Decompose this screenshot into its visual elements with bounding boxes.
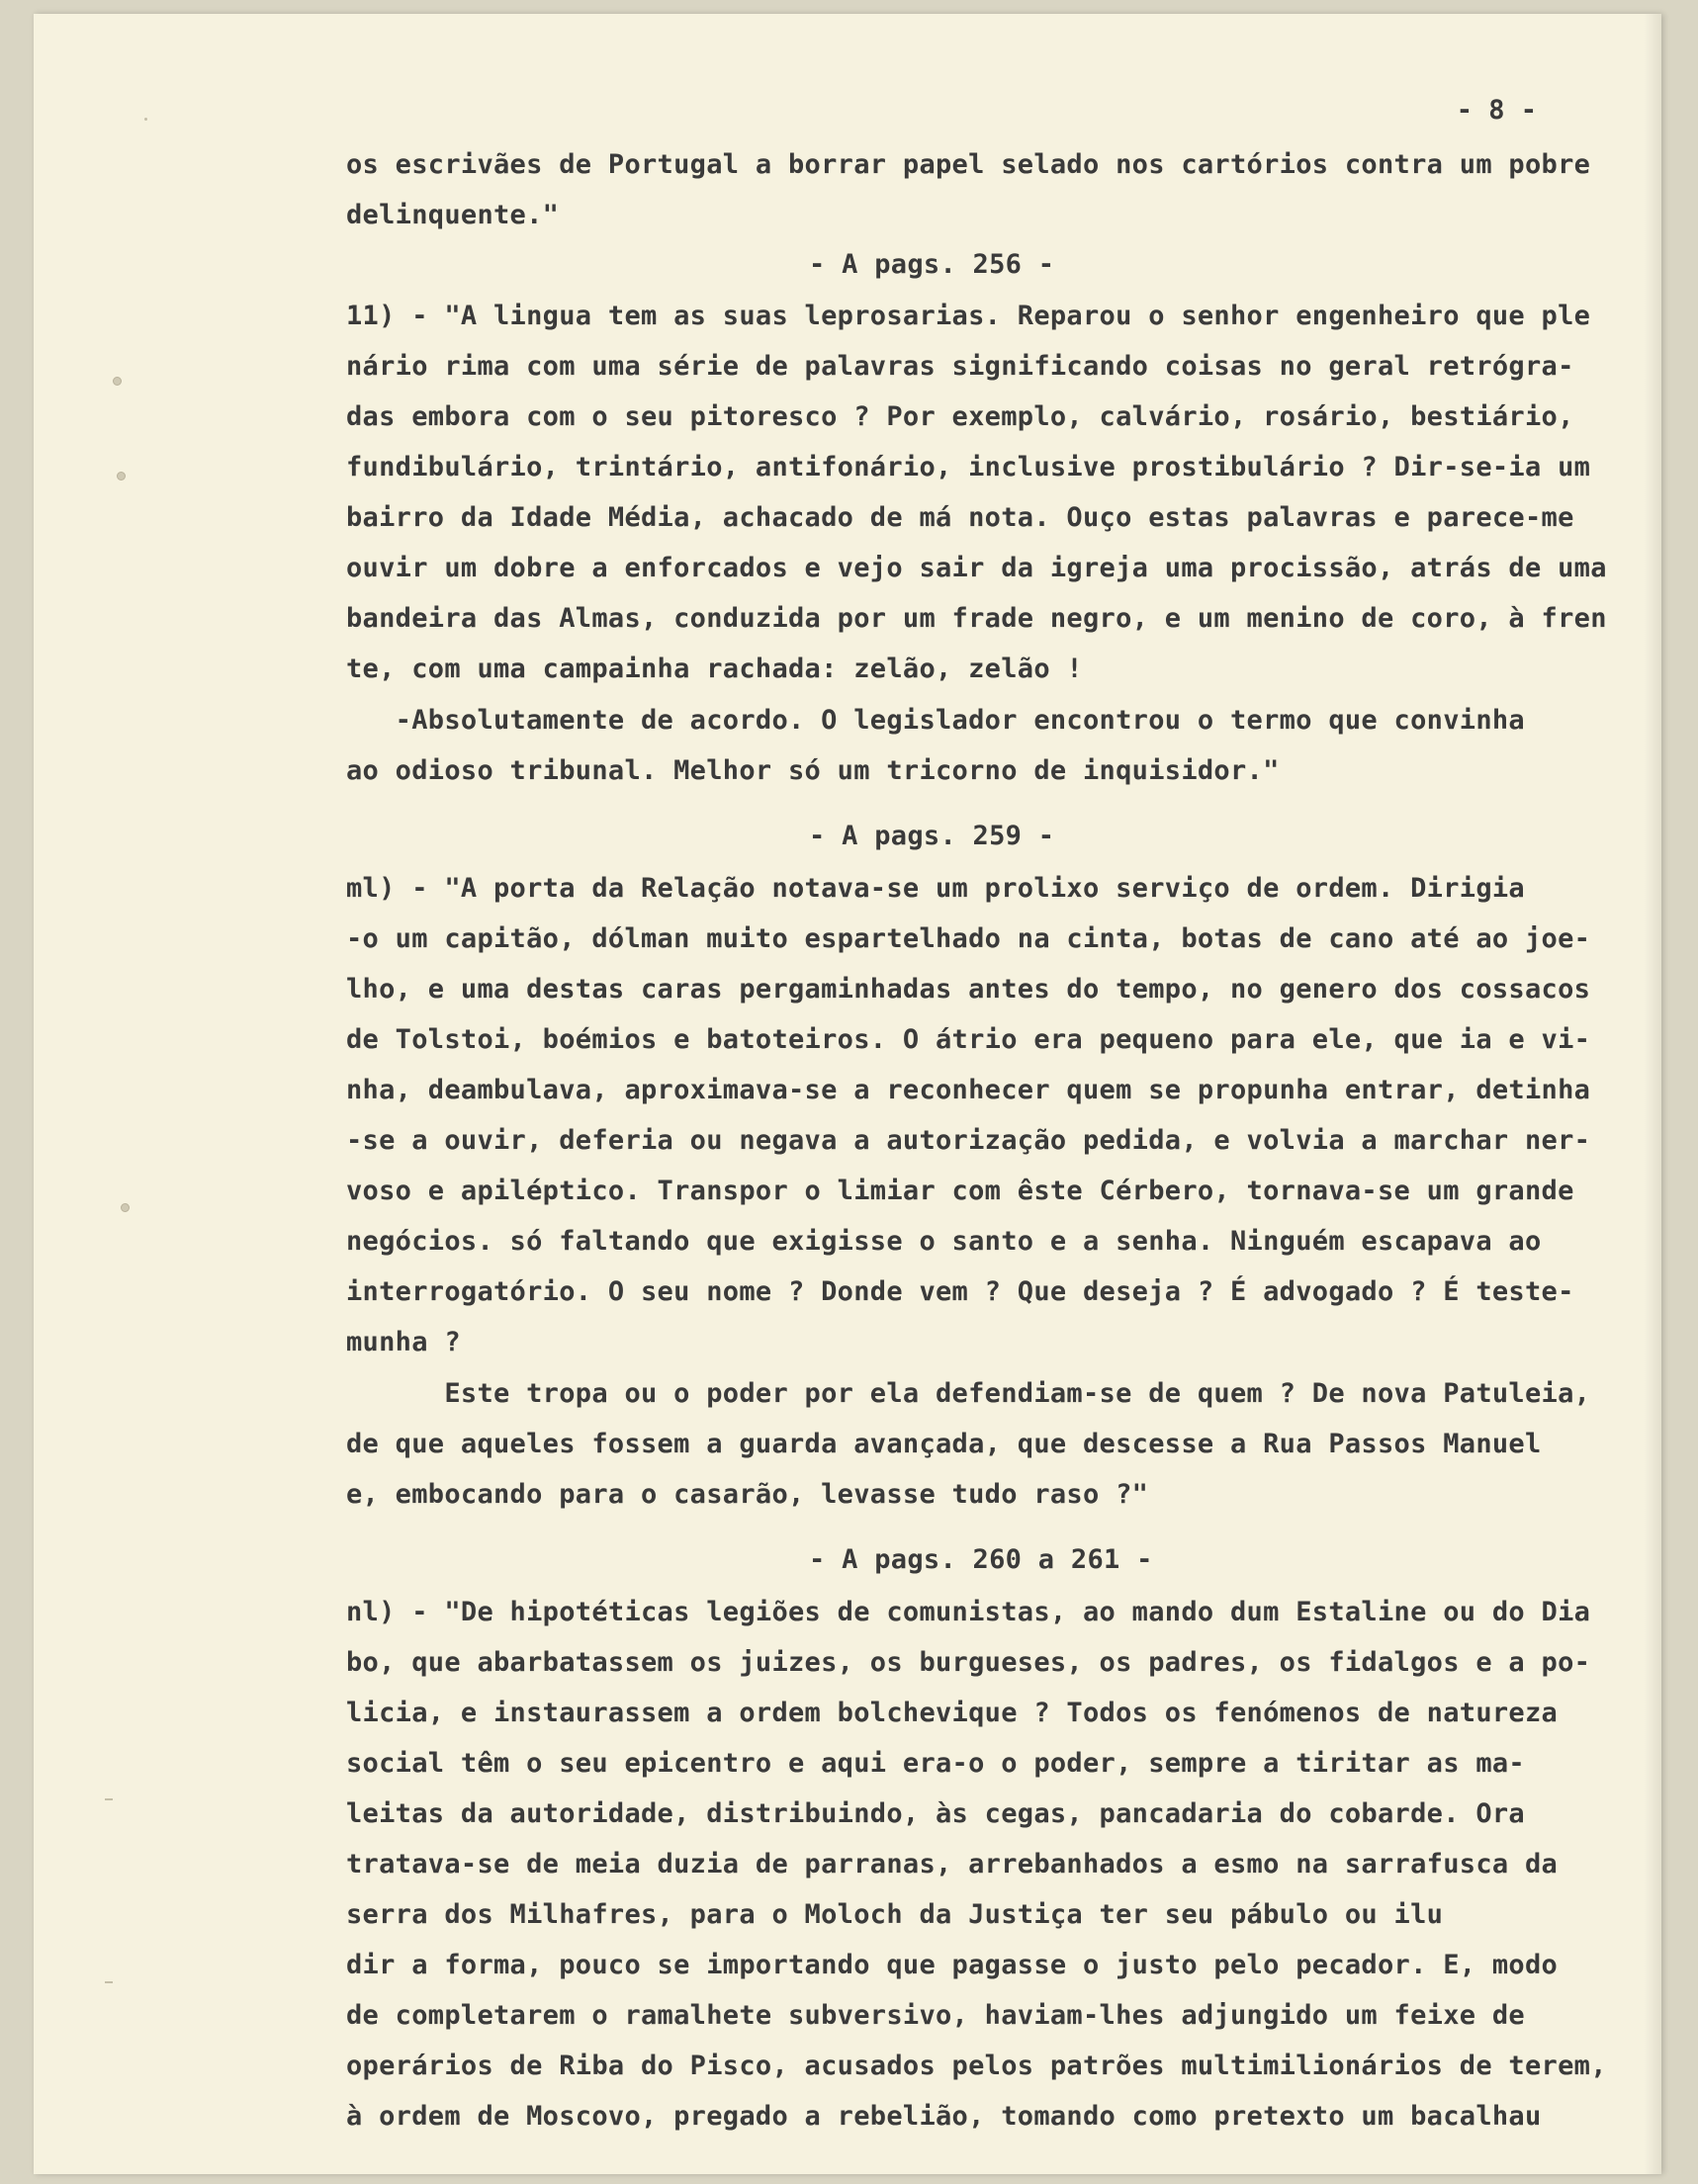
text-line: operários de Riba do Pisco, acusados pelos patrões multimilionários de terem, [346, 2051, 1607, 2081]
text-line: te, com uma campainha rachada: zelão, zelão ! [346, 654, 1083, 684]
text-line: das embora com o seu pitoresco ? Por exemplo, calvário, rosário, bestiário, [346, 401, 1574, 432]
text-line: os escrivães de Portugal a borrar papel selado nos cartórios contra um pobre [346, 149, 1591, 180]
text-line: 11) - "A lingua tem as suas leprosarias. Reparou o senhor engenheiro que ple [346, 301, 1591, 331]
text-line: -Absolutamente de acordo. O legislador encontrou o termo que convinha [346, 705, 1525, 736]
section-heading: - A pags. 259 - [809, 821, 1055, 851]
text-line: voso e apiléptico. Transpor o limiar com êste Cérbero, tornava-se um grande [346, 1176, 1574, 1206]
page-edge-shadow [1644, 14, 1661, 2174]
text-line: social têm o seu epicentro e aqui era-o o poder, sempre a tiritar as ma- [346, 1748, 1525, 1779]
text-line: licia, e instaurassem a ordem bolchevique ? Todos os fenómenos de natureza [346, 1698, 1559, 1728]
page-number: - 8 - [1456, 95, 1537, 126]
text-line: bandeira das Almas, conduzida por um frade negro, e um menino de coro, à fren [346, 603, 1607, 634]
text-line: tratava-se de meia duzia de parranas, arrebanhados a esmo na sarrafusca da [346, 1849, 1559, 1879]
text-line: dir a forma, pouco se importando que pagasse o justo pelo pecador. E, modo [346, 1950, 1559, 1980]
section-heading: - A pags. 260 a 261 - [809, 1544, 1153, 1575]
text-line: munha ? [346, 1327, 461, 1357]
text-line: -o um capitão, dólman muito espartelhado na cinta, botas de cano até ao joe- [346, 923, 1591, 954]
text-line: bo, que abarbatassem os juizes, os burgueses, os padres, os fidalgos e a po- [346, 1647, 1591, 1678]
text-line: de completarem o ramalhete subversivo, haviam-lhes adjungido um feixe de [346, 2000, 1525, 2031]
text-line: de que aqueles fossem a guarda avançada, que descesse a Rua Passos Manuel [346, 1429, 1542, 1459]
text-line: ao odioso tribunal. Melhor só um tricorno de inquisidor." [346, 755, 1280, 786]
document-page [34, 14, 1661, 2174]
binder-hole [113, 377, 122, 386]
binder-hole [117, 472, 126, 480]
text-line: nl) - "De hipotéticas legiões de comunistas, ao mando dum Estaline ou do Dia [346, 1597, 1591, 1627]
text-line: leitas da autoridade, distribuindo, às cegas, pancadaria do cobarde. Ora [346, 1798, 1525, 1829]
text-line: bairro da Idade Média, achacado de má nota. Ouço estas palavras e parece-me [346, 502, 1574, 533]
text-line: e, embocando para o casarão, levasse tudo raso ?" [346, 1479, 1149, 1510]
binder-hole [121, 1203, 130, 1212]
text-line: Este tropa ou o poder por ela defendiam-se de quem ? De nova Patuleia, [346, 1378, 1591, 1409]
text-line: interrogatório. O seu nome ? Donde vem ? Que deseja ? É advogado ? É teste- [346, 1276, 1574, 1307]
text-line: ouvir um dobre a enforcados e vejo sair da igreja uma procissão, atrás de uma [346, 553, 1607, 583]
text-line: negócios. só faltando que exigisse o santo e a senha. Ninguém escapava ao [346, 1226, 1542, 1257]
text-line: ml) - "A porta da Relação notava-se um prolixo serviço de ordem. Dirigia [346, 873, 1525, 904]
margin-mark [105, 1798, 113, 1800]
margin-mark [144, 118, 147, 121]
text-line: -se a ouvir, deferia ou negava a autorização pedida, e volvia a marchar ner- [346, 1125, 1591, 1156]
text-line: nha, deambulava, aproximava-se a reconhecer quem se propunha entrar, detinha [346, 1075, 1591, 1105]
section-heading: - A pags. 256 - [809, 249, 1055, 280]
text-line: de Tolstoi, boémios e batoteiros. O átrio era pequeno para ele, que ia e vi- [346, 1024, 1591, 1055]
text-line: à ordem de Moscovo, pregado a rebelião, tomando como pretexto um bacalhau [346, 2101, 1542, 2132]
margin-mark [105, 1981, 113, 1983]
text-line: serra dos Milhafres, para o Moloch da Justiça ter seu pábulo ou ilu [346, 1899, 1444, 1930]
text-line: delinquente." [346, 200, 560, 230]
text-line: lho, e uma destas caras pergaminhadas antes do tempo, no genero dos cossacos [346, 974, 1591, 1005]
text-line: fundibulário, trintário, antifonário, inclusive prostibulário ? Dir-se-ia um [346, 452, 1591, 482]
text-line: nário rima com uma série de palavras significando coisas no geral retrógra- [346, 351, 1574, 382]
